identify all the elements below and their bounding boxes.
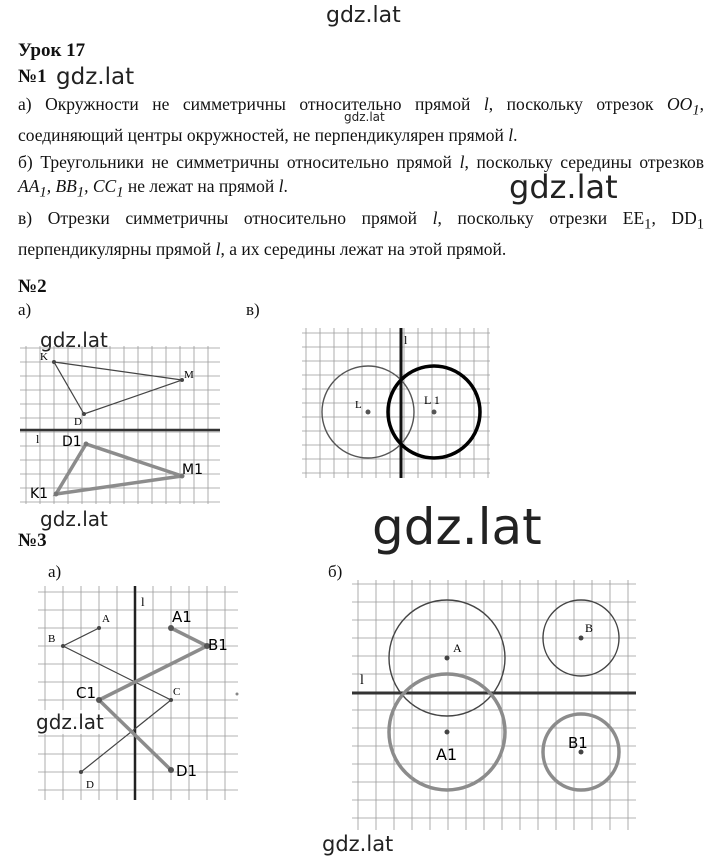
- task1-number: №1: [18, 66, 47, 87]
- lesson-title: Урок 17: [18, 40, 86, 61]
- task3-label-b: б): [328, 562, 343, 581]
- watermark-mid: gdz.lat: [505, 168, 622, 206]
- task3-label-a: а): [48, 562, 62, 581]
- task2-label-c: в): [246, 300, 260, 319]
- label-center-l: L: [355, 399, 362, 411]
- task2-label-a: а): [18, 300, 32, 319]
- grid-2c: [302, 328, 490, 478]
- label-d: D: [74, 416, 82, 428]
- figure-2c: [302, 328, 490, 478]
- watermark-fig2a-bottom: gdz.lat: [40, 507, 108, 531]
- figure-2a: [20, 346, 220, 504]
- figure-3b: [352, 580, 636, 830]
- label-d: D: [86, 779, 94, 791]
- watermark-fig3: gdz.lat: [36, 710, 104, 734]
- label-center-l1: L 1: [424, 393, 440, 407]
- label-a1: A1: [436, 745, 458, 764]
- watermark-fig2a: gdz.lat: [40, 328, 108, 352]
- label-l-2a: l: [36, 432, 40, 446]
- label-l-3a: l: [141, 594, 145, 609]
- label-m1: M1: [182, 462, 203, 478]
- label-l-3b: l: [360, 673, 364, 688]
- watermark-large: gdz.lat: [372, 498, 542, 556]
- label-k: K: [40, 351, 48, 363]
- task1-paragraph-a: а) Окружности не симметричны относительно прямой l, поскольку отрезок $OO_1$, соединяющий центры окружностей, не перпендикулярен прямой l.: [18, 94, 704, 145]
- label-b: B: [585, 621, 594, 635]
- task1-paragraph-b: б) Треугольники не симметричны относительно прямой l, поскольку середины отрезков $AA_1$, $BB_1$, $CC_1$ не лежат на прямой l.: [18, 152, 704, 201]
- task1-paragraph-c: в) Отрезки симметричны относительно прямой l, поскольку отрезки $EE_1$, $DD_1$ перпендикулярны прямой l, а их середины лежат на этой прямой.: [18, 208, 705, 259]
- label-c: C: [173, 686, 181, 698]
- task3-number: №3: [18, 530, 47, 551]
- triangle-kmd: [54, 362, 182, 414]
- figure-3a: [38, 586, 238, 800]
- label-c1: C1: [76, 684, 97, 702]
- label-d1: D1: [62, 434, 82, 450]
- label-b: B: [48, 633, 56, 645]
- label-k1: K1: [30, 486, 49, 502]
- label-a: A: [102, 613, 110, 625]
- watermark-small: gdz.lat: [344, 110, 385, 124]
- watermark-top: gdz.lat: [326, 3, 401, 28]
- label-a: A: [453, 641, 462, 655]
- label-l-2c: l: [404, 333, 408, 347]
- grid-3a: [38, 586, 238, 800]
- label-m: M: [184, 369, 194, 381]
- label-a1: A1: [172, 608, 192, 626]
- task2-number: №2: [18, 276, 47, 297]
- label-b1: B1: [568, 734, 588, 752]
- label-b1: B1: [208, 636, 228, 654]
- watermark-bottom: gdz.lat: [322, 832, 394, 856]
- label-d1: D1: [176, 762, 198, 780]
- watermark-n1: gdz.lat: [56, 64, 135, 90]
- triangle-k1m1d1: [56, 444, 182, 494]
